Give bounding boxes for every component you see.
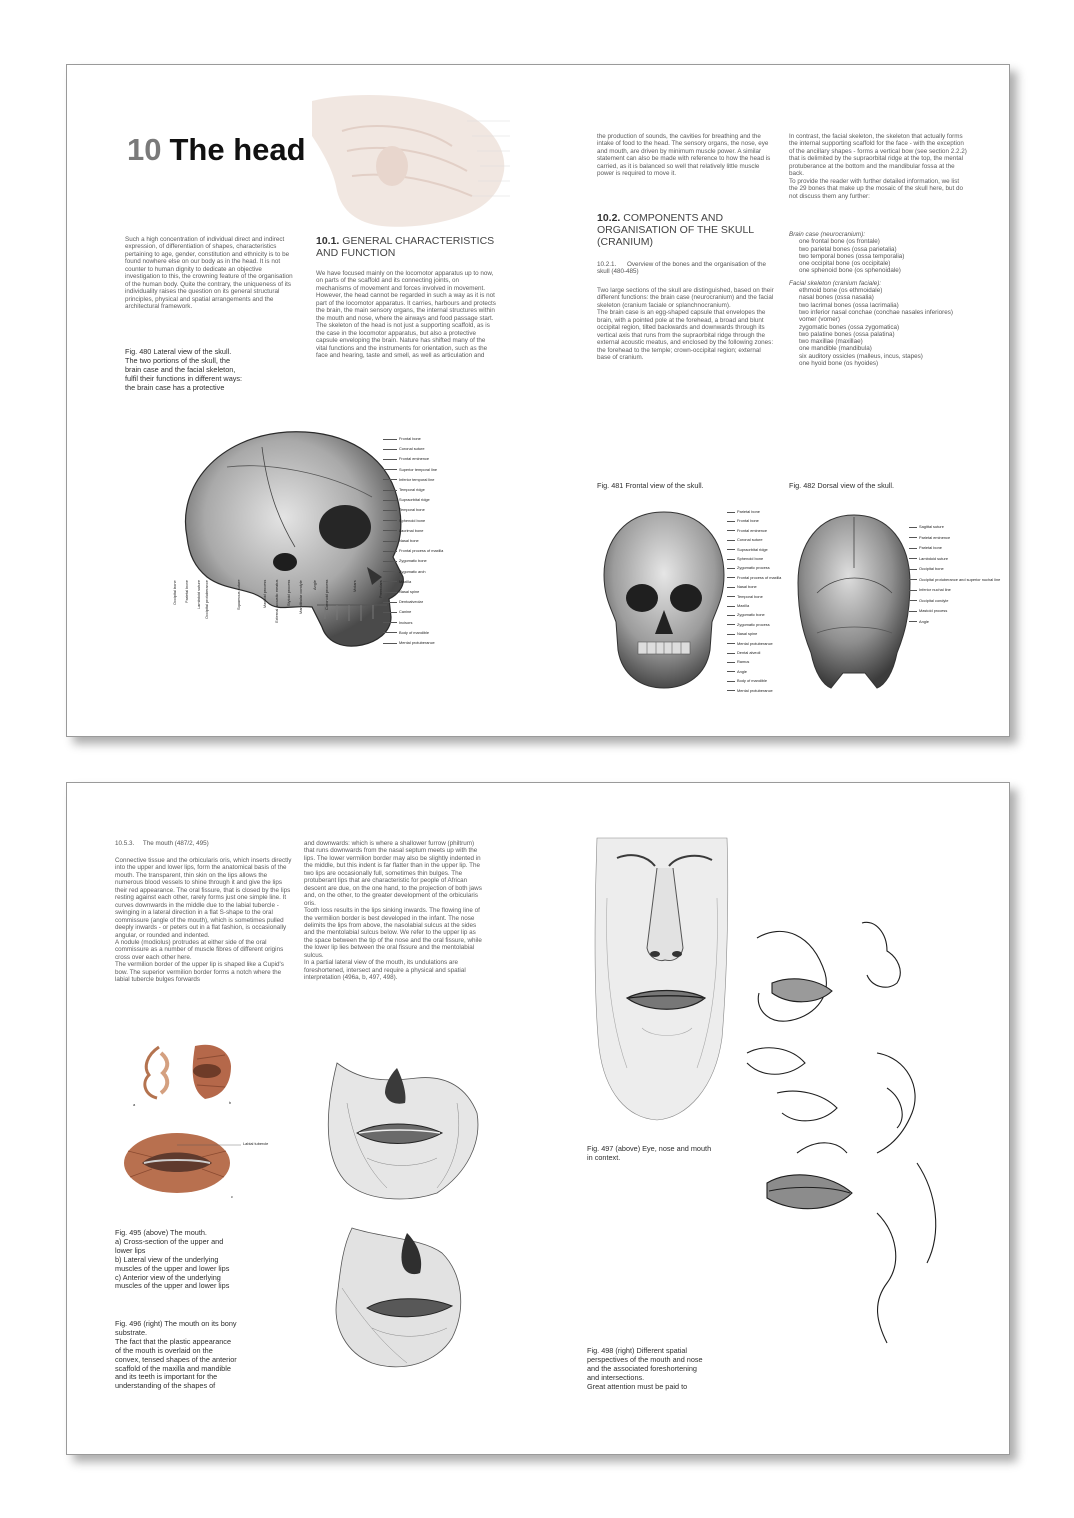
label-text: Inferior temporal line [399, 476, 435, 482]
label-leader-line [909, 527, 917, 528]
label-leader-line [383, 500, 397, 501]
anatomy-label [727, 660, 749, 664]
frontal-skull-illustration [602, 510, 727, 690]
facial-skeleton-heading: Facial skeleton (cranium faciale): [789, 279, 882, 287]
label-text: Occipital protuberance and superior nuchal line [919, 576, 1001, 582]
anatomy-label-vertical: Occipital protuberance [204, 580, 209, 619]
label-text: Zygomatic process [737, 565, 770, 571]
label-leader-line [909, 548, 917, 549]
label-leader-line [383, 541, 397, 542]
bone-list-item: two temporal bones (ossa temporalia) [799, 252, 905, 260]
label-leader-line [383, 459, 397, 460]
anatomy-label [909, 525, 944, 529]
bone-list-item: vomer (vomer) [799, 316, 840, 324]
section-10-1-heading [316, 235, 501, 259]
anatomy-label [727, 510, 760, 514]
bone-list-item: one frontal bone (os frontale) [799, 238, 880, 246]
bone-list-item: one occipital bone (os occipitale) [799, 260, 891, 268]
bone-list-item: ethmoid bone (os ethmoidale) [799, 287, 883, 295]
fig-497-caption: Fig. 497 (above) Eye, nose and mouth in context. [587, 1144, 712, 1162]
label-text: Superior temporal line [399, 466, 438, 472]
label-leader-line [383, 490, 397, 491]
anatomy-label [383, 641, 435, 645]
anatomy-label-vertical: Mastoid process [262, 580, 267, 609]
label-text: Nasal bone [737, 584, 757, 590]
fig-482-caption: Fig. 482 Dorsal view of the skull. [789, 481, 895, 490]
label-text: Frontal bone [737, 518, 759, 524]
anatomy-label [727, 632, 757, 636]
label-text: Zygomatic bone [399, 558, 427, 564]
fig-498-caption: Fig. 498 (right) Different spatial perspectives of the mouth and nose and the associated foreshortening and intersections. Great attention must be paid to [587, 1346, 703, 1391]
fig-480-caption: Fig. 480 Lateral view of the skull. The two portions of the skull, the brain case and the facial skeleton, fulfil their functions in different ways: the brain case has a protective [125, 347, 243, 392]
label-leader-line [727, 615, 735, 616]
fig-label-a: a [133, 1102, 136, 1107]
label-leader-line [383, 479, 397, 480]
label-leader-line [727, 587, 735, 588]
bone-list-item: two maxillae (maxillae) [799, 338, 863, 346]
dorsal-skull-illustration [797, 513, 912, 693]
label-leader-line [383, 439, 397, 440]
label-text: Maxilla [737, 603, 750, 608]
label-leader-line [727, 577, 735, 578]
anatomy-label [383, 539, 419, 543]
label-leader-line [727, 521, 735, 522]
label-leader-line [383, 643, 397, 644]
anatomy-label [727, 585, 757, 589]
label-text: Mental protuberance [399, 640, 435, 645]
anatomy-label-vertical: Squamous suture [236, 580, 241, 611]
label-text: Zygomatic bone [737, 612, 765, 618]
mouth-on-skull-front-illustration [307, 1063, 482, 1203]
label-leader-line [909, 537, 917, 538]
anatomy-label-vertical: Lambdoid suture [196, 580, 201, 609]
label-leader-line [909, 621, 917, 622]
label-leader-line [727, 681, 735, 682]
label-leader-line [383, 449, 397, 450]
mouth-on-skull-side-illustration [312, 1228, 472, 1373]
section-10-2-heading [597, 212, 775, 248]
bone-list-item: two lacrimal bones (ossa lacrimalia) [799, 301, 899, 309]
label-text: Mental protuberance [737, 640, 773, 646]
anatomy-label [383, 447, 425, 451]
anatomy-label [383, 457, 429, 461]
label-leader-line [909, 611, 917, 612]
anatomy-label-vertical: Parietal bone [184, 580, 189, 603]
anatomy-label [727, 595, 763, 599]
label-text: Temporal ridge [399, 487, 425, 492]
label-text: Maxilla [399, 578, 412, 584]
fig-label-b: b [229, 1100, 232, 1105]
label-text: Frontal eminence [399, 456, 430, 462]
section-10-1-text: We have focused mainly on the locomotor apparatus up to now, on parts of the scaffold and its connecting joints, on mechanisms of movement and forces involved in movement. However, the head cannot be regarded in such a way as it is not part of the locomotor apparatus. It carries, harbours and protects the brain, the main sensory organs, the internal structures within the mouth and nose, where the airways and food passage start. The skeleton of the head is not just a supporting scaffold, as is the case in the locomotor apparatus, but also a protective capsule enveloping the brain. Nature has shifted many of the vital functions and the instruments for orientation, such as the face and hearing, taste and smell, as well as articulation and [316, 270, 496, 359]
anatomy-label [727, 529, 767, 533]
subsection-10-2-1 [597, 261, 775, 276]
label-leader-line [383, 520, 397, 521]
bone-list-item: two palatine bones (ossa palatina) [799, 330, 895, 338]
label-text: Mastoid process [919, 608, 948, 613]
bone-list-item: nasal bones (ossa nasalia) [799, 294, 874, 302]
anatomy-label [909, 578, 1000, 582]
label-text: Frontal process of maxilla [737, 574, 782, 580]
anatomy-label [383, 621, 412, 625]
column-4-text: In contrast, the facial skeleton, the skeleton that actually forms the internal supporting scaffold for the face - with the exception of the ancillary shapes - forms a vertical bow (see section 2.2.2) that is delimited by the supraorbital ridge at the top, the mental protuberance at the bottom and the mandibular fossa at the back. To provide the reader with further detailed information, we list the 29 bones that make up the mosaic of the skull here, but do not discuss them any further: [789, 133, 967, 200]
mouth-text-col-1: Connective tissue and the orbicularis oris, which inserts directly into the upper and lower lips, form the anatomical basis of the mouth. The transparent, thin skin on the lips allows the numerous blood vessels to shine through it and give the lips their red appearance. The oral fissure, that is closed by the lips resting against each other, rarely forms just one simple line. It curves downwards in the middle due to the labial tubercle - swinging in a lateral direction in a flat S-shape to the oral commissure (angle of the mouth), which is sometimes pulled deeply inwards - or peters out in a flat fashion, is occasionally angular, or rounded and indented. A nodule (modiolus) protrudes at either side of the oral commissure as a number of muscle fibres of different origins cross over each other here. The vermilion border of the upper lip is shaped like a Cupid's bow. The superior vermilion border forms a notch where the labial tubercle bulges forwards [115, 857, 292, 984]
bone-list-item: two inferior nasal conchae (conchae nasales inferiores) [799, 308, 954, 316]
bone-list-item: one sphenoid bone (os sphenoidale) [799, 267, 901, 275]
label-leader-line [383, 469, 397, 470]
label-text: Canine [399, 609, 412, 615]
mouth-text-col-2: and downwards: which is where a shallower furrow (philtrum) that runs downwards from the nasal septum meets up with the lips. The lower vermilion border may also be slightly indented in the middle, but this indent is far flatter than in the upper lip. The two lips are occasionally full, sometimes thin bulges. The protuberant lips that are characteristic for people of African descent are due, on the one hand, to the projection of both jaws and, on the other, to the greater development of the orbicularis oris. Tooth loss results in the lips sinking inwards. The flowing line of the vermilion border is best developed in the infant. The nose delimits the lips from above, the nasolabial sulcus at the sides and the mentolabial sulcus below. We refer to the upper lip as the space between the tip of the nose and the oral fissure, while the lower lip lies between the oral fissure and the mentolabial sulcus. In a partial lateral view of the mouth, its undulations are foreshortened, intersect and require a physical and spatial interpretation (496a, b, 497, 498). [304, 840, 482, 982]
section-number: 10.1. [316, 235, 340, 247]
bone-list [789, 231, 969, 367]
subsection-number: 10.2.1. [597, 261, 617, 268]
bone-list-item: six auditory ossicles (malleus, incus, stapes) [799, 352, 923, 360]
face-sketch-illustration [587, 838, 737, 1123]
label-leader-line [727, 624, 735, 625]
mouth-nose-sketches-illustration [737, 913, 987, 1353]
anatomy-label-vertical: Mandibular condyle [298, 580, 303, 614]
label-leader-line [909, 569, 917, 570]
label-text: Angle [737, 668, 747, 674]
label-text: Zygomatic arch [399, 568, 426, 574]
label-text: Dentoalveolar [399, 599, 424, 605]
anatomy-label [383, 600, 423, 604]
anatomy-label [727, 689, 773, 693]
label-text: Zygomatic process [737, 621, 770, 627]
anatomy-label [727, 548, 768, 552]
bone-list-item: zygomatic bones (ossa zygomatica) [799, 323, 900, 331]
label-leader-line [909, 579, 917, 580]
label-leader-line [727, 643, 735, 644]
anatomy-label [383, 437, 421, 441]
label-leader-line [383, 592, 397, 593]
label-text: Parietal eminence [919, 534, 951, 540]
label-text: Temporal bone [399, 507, 425, 513]
label-leader-line [727, 634, 735, 635]
label-leader-line [383, 561, 397, 562]
label-text: Incisors [399, 619, 413, 625]
anatomy-label [383, 549, 443, 553]
anatomy-label [383, 631, 429, 635]
label-text: Sphenoid bone [399, 517, 426, 523]
section-10-2-text: Two large sections of the skull are distinguished, based on their different functions: the brain case (neurocranium) and the facial skeleton (cranium faciale or splanchnocranium). The brain case is an egg-shaped capsule that envelopes the brain, with a pointed pole at the forehead, a broad and blunt occipital region, tilted backwards and downwards through its vertical axis that runs from the supraorbital ridge through the external acoustic meatus, and enclosed by the following zones: the forehead to the temple; crown-occipital region; external base of cranium. [597, 287, 774, 362]
anatomy-label [909, 536, 950, 540]
label-text: Lacrimal bone [399, 527, 424, 533]
label-leader-line [909, 600, 917, 601]
fig-496-caption: Fig. 496 (right) The mouth on its bony substrate. The fact that the plastic appearance of the mouth is overlaid on the convex, tensed shapes of the anterior scaffold of the maxilla and mandible and its teeth is important for the understanding of the shapes of [115, 1319, 237, 1391]
label-text: Temporal bone [737, 593, 763, 599]
label-text: Ramus [737, 659, 750, 665]
anatomy-label [727, 557, 763, 561]
anatomy-label [383, 610, 411, 614]
anatomy-label [909, 546, 942, 550]
anatomy-label [727, 538, 763, 542]
anatomy-label [727, 642, 773, 646]
anatomy-label [727, 613, 765, 617]
label-text: Angle [919, 618, 929, 624]
section-title: GENERAL CHARACTERISTICS AND FUNCTION [316, 235, 495, 259]
anatomy-label [383, 468, 437, 472]
chapter-title [127, 134, 306, 166]
label-text: Occipital condyle [919, 597, 949, 603]
label-leader-line [727, 559, 735, 560]
anatomy-label [909, 599, 948, 603]
label-leader-line [909, 558, 917, 559]
label-text: Parietal bone [919, 545, 942, 550]
label-text: Body of mandible [737, 678, 768, 684]
label-text: Sagittal suture [919, 524, 944, 529]
anatomy-label [727, 604, 749, 608]
label-leader-line [383, 602, 397, 603]
label-leader-line [383, 571, 397, 572]
column-3-text: the production of sounds, the cavities for breathing and the intake of food to the head. The sensory organs, the nose, eye and mouth, are driven by minimum muscle power. A similar statement can also be made with reference to how the head is carried, as it is balanced so well that relatively little muscle power is required to move it. [597, 133, 771, 178]
book-spread-head [66, 64, 1010, 737]
label-text: Sphenoid bone [737, 556, 764, 561]
lip-cross-section-illustration [139, 1045, 179, 1100]
anatomy-label-vertical: Angle [312, 580, 317, 590]
label-leader-line [727, 530, 735, 531]
anatomy-label-vertical: Occipital bone [172, 580, 177, 605]
label-leader-line [383, 612, 397, 613]
label-leader-line [727, 596, 735, 597]
label-text: Lambdoid suture [919, 555, 948, 561]
anatomy-label [383, 570, 426, 574]
label-text: Mental protuberance [737, 687, 773, 693]
anatomy-label [727, 679, 767, 683]
label-leader-line [727, 653, 735, 654]
label-leader-line [383, 510, 397, 511]
labial-tubercle-label: Labial tubercle [243, 1141, 269, 1146]
label-leader-line [727, 690, 735, 691]
label-text: Frontal process of maxilla [399, 548, 444, 554]
anatomy-label [727, 576, 781, 580]
chapter-number: 10 [127, 132, 162, 167]
anatomy-label [383, 519, 425, 523]
anatomy-label [909, 567, 944, 571]
anatomy-label [909, 588, 951, 592]
anatomy-label-vertical: Molars [352, 580, 357, 592]
head-illustration-faded [272, 91, 512, 231]
fig-495-caption: Fig. 495 (above) The mouth. a) Cross-section of the upper and lower lips b) Lateral view of the underlying muscles of the upper and lower lips c) Anterior view of the underlying muscles of the upper and lower lips [115, 1228, 230, 1291]
bone-list-item: two parietal bones (ossa parietalia) [799, 245, 897, 253]
bone-list-item: one mandible (mandibula) [799, 345, 872, 353]
anatomy-label [383, 529, 423, 533]
label-leader-line [909, 590, 917, 591]
lip-muscle-lateral-illustration [185, 1041, 235, 1101]
anatomy-label [727, 651, 760, 655]
book-spread-mouth [66, 782, 1010, 1455]
bone-list-item: one hyoid bone (os hyoides) [799, 360, 879, 368]
label-text: Nasal bone [399, 538, 419, 543]
anatomy-label [383, 508, 425, 512]
anatomy-label [383, 580, 411, 584]
label-text: Nasal spine [399, 589, 420, 594]
anatomy-label [909, 620, 929, 624]
labial-tubercle-leader [177, 1144, 243, 1148]
anatomy-label [383, 559, 427, 563]
anatomy-label [383, 498, 430, 502]
label-text: Dental alveoli [737, 650, 761, 655]
label-text: Inferior nuchal line [919, 587, 951, 592]
subsection-10-5-3: 10.5.3. The mouth (487/2, 495) [115, 840, 209, 847]
section-title: COMPONENTS AND ORGANISATION OF THE SKULL (CRANIUM) [597, 212, 754, 248]
label-leader-line [727, 662, 735, 663]
label-leader-line [727, 540, 735, 541]
anatomy-label [727, 566, 770, 570]
label-leader-line [727, 568, 735, 569]
label-leader-line [727, 606, 735, 607]
intro-paragraph: Such a high concentration of individual direct and indirect expression, of differentiation of shapes, characteristics pertaining to age, gender, constitution and ethnicity is to be found nowhere else on our body as in the head. It is not counter to human dignity to dedicate an objective investigation to this, the crowning feature of the organisation of the human body. Quite the contrary, the uniqueness of its individuality raises the question on its general structural principles, physical and spatial arrangements and the architectural framework. [125, 236, 293, 311]
fig-label-c: c [231, 1194, 233, 1199]
label-leader-line [727, 549, 735, 550]
label-text: Body of mandible [399, 629, 430, 635]
lip-muscle-anterior-illustration [122, 1131, 232, 1196]
section-number: 10.2. [597, 212, 621, 224]
anatomy-label-vertical: Premolars [378, 580, 383, 598]
anatomy-label [383, 478, 434, 482]
label-leader-line [727, 512, 735, 513]
fig-481-caption: Fig. 481 Frontal view of the skull. [597, 481, 704, 490]
anatomy-label [383, 590, 419, 594]
chapter-title-text: The head [169, 132, 306, 167]
label-text: Coronal suture [399, 446, 425, 452]
brain-case-heading: Brain case (neurocranium): [789, 231, 865, 238]
anatomy-label [909, 557, 948, 561]
anatomy-label-vertical: Styloid process [286, 580, 291, 607]
label-leader-line [727, 671, 735, 672]
label-leader-line [383, 581, 397, 582]
label-text: Frontal bone [399, 436, 421, 441]
anatomy-label-vertical: External acoustic meatus [274, 580, 279, 624]
label-leader-line [383, 632, 397, 633]
label-text: Supraorbital ridge [737, 546, 768, 552]
subsection-title: Overview of the bones and the organisation of the skull (480-485) [597, 261, 766, 276]
anatomy-label [727, 519, 759, 523]
label-text: Frontal eminence [737, 527, 768, 533]
label-text: Parietal bone [737, 509, 760, 514]
label-leader-line [383, 551, 397, 552]
label-text: Occipital bone [919, 566, 944, 571]
label-leader-line [383, 530, 397, 531]
label-text: Supraorbital ridge [399, 497, 430, 503]
label-text: Coronal suture [737, 537, 763, 543]
label-leader-line [383, 622, 397, 623]
anatomy-label [909, 609, 947, 613]
anatomy-label-vertical: Coronoid process [324, 580, 329, 611]
anatomy-label [383, 488, 425, 492]
label-text: Nasal spine [737, 631, 758, 637]
anatomy-label [727, 623, 770, 627]
anatomy-label [727, 670, 747, 674]
